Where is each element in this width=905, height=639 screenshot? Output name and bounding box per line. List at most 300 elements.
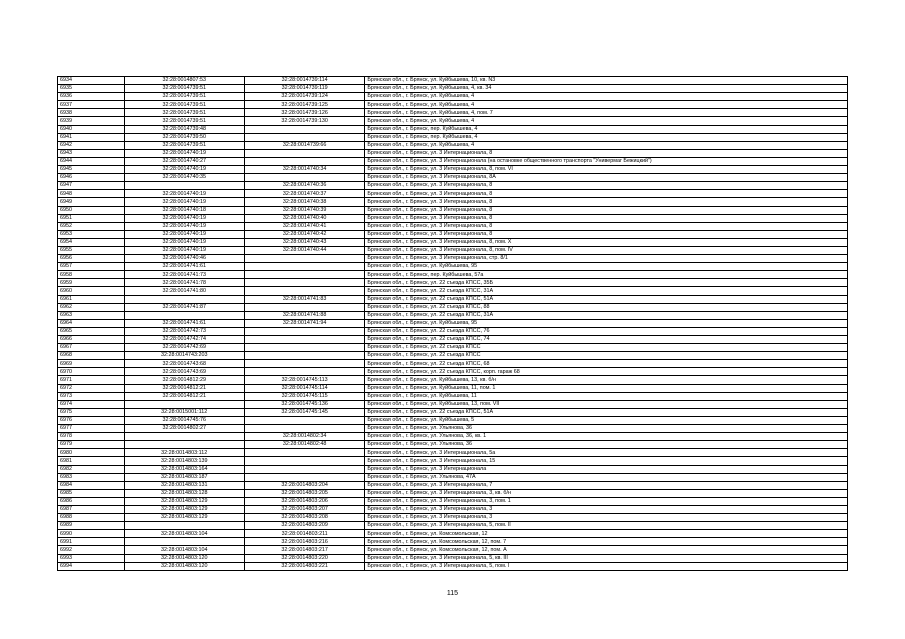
table-row	[58, 505, 848, 513]
row-number-cell: 6938	[58, 109, 125, 117]
land-plot-number-cell: 32:28:0014740:19	[124, 190, 244, 198]
land-plot-number-cell: 32:28:0014740:35	[124, 174, 244, 182]
land-plot-number-cell	[124, 538, 244, 546]
address-cell: Брянская обл., г. Брянск, ул. 3 Интернационала, 8	[365, 190, 848, 198]
row-number-cell: 6977	[58, 425, 125, 433]
land-plot-number-cell: 32:28:0014742:73	[124, 327, 244, 335]
table-row	[58, 101, 848, 109]
building-number-cell	[244, 279, 364, 287]
row-number-cell: 6937	[58, 101, 125, 109]
table-row	[58, 149, 848, 157]
address-cell: Брянская обл., г. Брянск, ул. 3 Интернационала (на остановке общественного транспорта "Универмаг Бежицкий")	[365, 157, 848, 165]
table-row	[58, 141, 848, 149]
table-row	[58, 263, 848, 271]
address-cell: Брянская обл., г. Брянск, ул. Куйбышева, 95	[365, 263, 848, 271]
row-number-cell: 6959	[58, 279, 125, 287]
table-row	[58, 416, 848, 424]
address-cell: Брянская обл., г. Брянск, ул. 3 Интернационала, 7	[365, 481, 848, 489]
table-row	[58, 449, 848, 457]
address-cell: Брянская обл., г. Брянск, ул. 3 Интернационала, стр. 8/1	[365, 255, 848, 263]
table-row	[58, 182, 848, 190]
table-row	[58, 481, 848, 489]
address-cell: Брянская обл., г. Брянск, ул. 22 съезда КПСС, 88	[365, 303, 848, 311]
land-plot-number-cell: 32:28:0014803:139	[124, 457, 244, 465]
table-row	[58, 311, 848, 319]
row-number-cell: 6939	[58, 117, 125, 125]
table-row	[58, 246, 848, 254]
building-number-cell	[244, 125, 364, 133]
table-row	[58, 230, 848, 238]
row-number-cell: 6949	[58, 198, 125, 206]
address-cell: Брянская обл., г. Брянск, ул. Куйбышева, 11	[365, 392, 848, 400]
table-row	[58, 174, 848, 182]
building-number-cell: 32:28:0014740:36	[244, 182, 364, 190]
building-number-cell: 32:28:0014740:42	[244, 230, 364, 238]
address-cell: Брянская обл., г. Брянск, пер. Куйбышева, 57а	[365, 271, 848, 279]
land-plot-number-cell: 32:28:0014739:51	[124, 141, 244, 149]
address-cell: Брянская обл., г. Брянск, ул. 3 Интернационала, 8	[365, 222, 848, 230]
address-cell: Брянская обл., г. Брянск, ул. 3 Интернационала, 8, пом. X	[365, 238, 848, 246]
address-cell: Брянская обл., г. Брянск, ул. Ульянова, 36, кв. 1	[365, 433, 848, 441]
land-plot-number-cell: 32:28:0014741:73	[124, 271, 244, 279]
row-number-cell: 6940	[58, 125, 125, 133]
address-cell: Брянская обл., г. Брянск, ул. Куйбышева, 4	[365, 93, 848, 101]
building-number-cell	[244, 255, 364, 263]
row-number-cell: 6980	[58, 449, 125, 457]
row-number-cell: 6950	[58, 206, 125, 214]
row-number-cell: 6945	[58, 166, 125, 174]
building-number-cell	[244, 327, 364, 335]
land-plot-number-cell	[124, 311, 244, 319]
table-row	[58, 206, 848, 214]
building-number-cell: 32:28:0014803:217	[244, 546, 364, 554]
land-plot-number-cell: 32:28:0014739:51	[124, 101, 244, 109]
row-number-cell: 6966	[58, 336, 125, 344]
address-cell: Брянская обл., г. Брянск, ул. Комсомольская, 12	[365, 530, 848, 538]
address-cell: Брянская обл., г. Брянск, ул. Ульянова, 36	[365, 425, 848, 433]
land-plot-number-cell: 32:28:0014741:78	[124, 279, 244, 287]
row-number-cell: 6987	[58, 505, 125, 513]
row-number-cell: 6958	[58, 271, 125, 279]
address-cell: Брянская обл., г. Брянск, ул. 22 съезда КПСС, 35Б	[365, 279, 848, 287]
address-cell: Брянская обл., г. Брянск, ул. 3 Интернационала, 5а	[365, 449, 848, 457]
row-number-cell: 6946	[58, 174, 125, 182]
land-plot-number-cell: 32:28:0014739:51	[124, 93, 244, 101]
table-row	[58, 117, 848, 125]
address-cell: Брянская обл., г. Брянск, пер. Куйбышева, 4	[365, 125, 848, 133]
building-number-cell	[244, 352, 364, 360]
address-cell: Брянская обл., г. Брянск, ул. 3 Интернационала, 8	[365, 198, 848, 206]
address-cell: Брянская обл., г. Брянск, ул. 3 Интернационала, 8, пом. VI	[365, 166, 848, 174]
land-plot-number-cell	[124, 182, 244, 190]
row-number-cell: 6947	[58, 182, 125, 190]
address-cell: Брянская обл., г. Брянск, ул. Куйбышева, 4, пом. 7	[365, 109, 848, 117]
building-number-cell: 32:28:0014803:205	[244, 489, 364, 497]
building-number-cell	[244, 174, 364, 182]
building-number-cell: 32:28:0014740:34	[244, 166, 364, 174]
building-number-cell: 32:28:0014803:208	[244, 514, 364, 522]
building-number-cell: 32:28:0014740:40	[244, 214, 364, 222]
land-plot-number-cell: 32:28:0014812:21	[124, 384, 244, 392]
table-row	[58, 222, 848, 230]
address-cell: Брянская обл., г. Брянск, ул. 3 Интернационала, 15	[365, 457, 848, 465]
land-plot-number-cell: 32:28:0015001:112	[124, 408, 244, 416]
address-cell: Брянская обл., г. Брянск, ул. 22 съезда КПСС, 74	[365, 336, 848, 344]
building-number-cell: 32:28:0014740:44	[244, 246, 364, 254]
table-row	[58, 562, 848, 570]
building-number-cell	[244, 157, 364, 165]
table-row	[58, 465, 848, 473]
address-cell: Брянская обл., г. Брянск, ул. Ульянова, 36	[365, 441, 848, 449]
table-row	[58, 295, 848, 303]
table-row	[58, 368, 848, 376]
row-number-cell: 6935	[58, 85, 125, 93]
building-number-cell	[244, 416, 364, 424]
address-cell: Брянская обл., г. Брянск, ул. Куйбышева, 4, кв. 34	[365, 85, 848, 93]
address-cell: Брянская обл., г. Брянск, ул. Куйбышева, 10, кв. N3	[365, 77, 848, 85]
land-plot-number-cell: 32:28:0014741:87	[124, 303, 244, 311]
address-cell: Брянская обл., г. Брянск, ул. Комсомольская, 12, пом. 7	[365, 538, 848, 546]
land-plot-number-cell: 32:28:0014803:104	[124, 546, 244, 554]
table-row	[58, 190, 848, 198]
table-row	[58, 489, 848, 497]
row-number-cell: 6934	[58, 77, 125, 85]
land-plot-number-cell: 32:28:0014741:80	[124, 287, 244, 295]
row-number-cell: 6956	[58, 255, 125, 263]
address-cell: Брянская обл., г. Брянск, ул. 22 съезда КПСС	[365, 344, 848, 352]
address-cell: Брянская обл., г. Брянск, ул. 3 Интернационала, 3, кв. б/н	[365, 489, 848, 497]
address-cell: Брянская обл., г. Брянск, ул. 3 Интернационала, 8	[365, 149, 848, 157]
land-plot-number-cell: 32:28:0014743:69	[124, 368, 244, 376]
row-number-cell: 6960	[58, 287, 125, 295]
table-row	[58, 530, 848, 538]
building-number-cell	[244, 344, 364, 352]
building-number-cell: 32:28:0014803:221	[244, 562, 364, 570]
row-number-cell: 6988	[58, 514, 125, 522]
land-plot-number-cell: 32:28:0014803:104	[124, 530, 244, 538]
land-plot-number-cell: 32:28:0014741:61	[124, 319, 244, 327]
building-number-cell: 32:28:0014741:83	[244, 295, 364, 303]
table-row	[58, 93, 848, 101]
building-number-cell: 32:28:0014740:37	[244, 190, 364, 198]
address-cell: Брянская обл., г. Брянск, ул. 3 Интернационала	[365, 465, 848, 473]
land-plot-number-cell: 32:28:0014741:61	[124, 263, 244, 271]
row-number-cell: 6983	[58, 473, 125, 481]
row-number-cell: 6974	[58, 400, 125, 408]
table-row	[58, 352, 848, 360]
table-row	[58, 109, 848, 117]
row-number-cell: 6972	[58, 384, 125, 392]
building-number-cell: 32:28:0014740:38	[244, 198, 364, 206]
land-plot-number-cell: 32:28:0014803:187	[124, 473, 244, 481]
building-number-cell: 32:28:0014803:204	[244, 481, 364, 489]
row-number-cell: 6964	[58, 319, 125, 327]
row-number-cell: 6990	[58, 530, 125, 538]
address-cell: Брянская обл., г. Брянск, ул. Ульянова, 47А	[365, 473, 848, 481]
address-cell: Брянская обл., г. Брянск, ул. 3 Интернационала, 5, пом. II	[365, 522, 848, 530]
row-number-cell: 6982	[58, 465, 125, 473]
address-cell: Брянская обл., г. Брянск, ул. 22 съезда КПСС, 31А	[365, 311, 848, 319]
building-number-cell: 32:28:0014803:209	[244, 522, 364, 530]
building-number-cell: 32:28:0014739:125	[244, 101, 364, 109]
address-cell: Брянская обл., г. Брянск, ул. 22 съезда КПСС	[365, 352, 848, 360]
row-number-cell: 6944	[58, 157, 125, 165]
building-number-cell	[244, 271, 364, 279]
row-number-cell: 6991	[58, 538, 125, 546]
table-row	[58, 400, 848, 408]
land-plot-number-cell: 32:28:0014812:29	[124, 376, 244, 384]
building-number-cell: 32:28:0014745:115	[244, 392, 364, 400]
land-plot-number-cell: 32:28:0014740:46	[124, 255, 244, 263]
row-number-cell: 6968	[58, 352, 125, 360]
table-row	[58, 157, 848, 165]
table-row	[58, 522, 848, 530]
row-number-cell: 6951	[58, 214, 125, 222]
building-number-cell: 32:28:0014803:206	[244, 497, 364, 505]
table-row	[58, 376, 848, 384]
land-plot-number-cell: 32:28:0014739:51	[124, 109, 244, 117]
table-body	[58, 77, 848, 571]
row-number-cell: 6984	[58, 481, 125, 489]
building-number-cell	[244, 368, 364, 376]
address-cell: Брянская обл., г. Брянск, ул. 3 Интернационала, 5, пом. I	[365, 562, 848, 570]
cadastral-register-table	[57, 76, 848, 571]
land-plot-number-cell: 32:28:0014740:19	[124, 149, 244, 157]
building-number-cell: 32:28:0014739:126	[244, 109, 364, 117]
building-number-cell	[244, 473, 364, 481]
building-number-cell	[244, 465, 364, 473]
row-number-cell: 6978	[58, 433, 125, 441]
table-row	[58, 166, 848, 174]
row-number-cell: 6975	[58, 408, 125, 416]
row-number-cell: 6976	[58, 416, 125, 424]
address-cell: Брянская обл., г. Брянск, ул. Куйбышева, 4	[365, 117, 848, 125]
land-plot-number-cell: 32:28:0014803:129	[124, 514, 244, 522]
table-row	[58, 198, 848, 206]
land-plot-number-cell: 32:28:0014740:19	[124, 214, 244, 222]
row-number-cell: 6993	[58, 554, 125, 562]
address-cell: Брянская обл., г. Брянск, ул. Куйбышева, 13, пом. VII	[365, 400, 848, 408]
row-number-cell: 6985	[58, 489, 125, 497]
row-number-cell: 6961	[58, 295, 125, 303]
row-number-cell: 6981	[58, 457, 125, 465]
land-plot-number-cell: 32:28:0014740:19	[124, 246, 244, 254]
address-cell: Брянская обл., г. Брянск, ул. Куйбышева, 4	[365, 101, 848, 109]
table-row	[58, 125, 848, 133]
row-number-cell: 6962	[58, 303, 125, 311]
building-number-cell: 32:28:0014741:94	[244, 319, 364, 327]
row-number-cell: 6967	[58, 344, 125, 352]
land-plot-number-cell: 32:28:0014740:19	[124, 198, 244, 206]
table-row	[58, 303, 848, 311]
building-number-cell	[244, 149, 364, 157]
address-cell: Брянская обл., г. Брянск, ул. 22 съезда КПСС, 51А	[365, 408, 848, 416]
building-number-cell: 32:28:0014745:113	[244, 376, 364, 384]
building-number-cell: 32:28:0014739:119	[244, 85, 364, 93]
address-cell: Брянская обл., г. Брянск, ул. Комсомольская, 12, пом. А	[365, 546, 848, 554]
row-number-cell: 6943	[58, 149, 125, 157]
land-plot-number-cell: 32:28:0014740:19	[124, 230, 244, 238]
row-number-cell: 6955	[58, 246, 125, 254]
building-number-cell	[244, 133, 364, 141]
row-number-cell: 6948	[58, 190, 125, 198]
land-plot-number-cell: 32:28:0014803:129	[124, 505, 244, 513]
address-cell: Брянская обл., г. Брянск, ул. 3 Интернационала, 8	[365, 182, 848, 190]
table-row	[58, 77, 848, 85]
land-plot-number-cell: 32:28:0014803:112	[124, 449, 244, 457]
row-number-cell: 6969	[58, 360, 125, 368]
land-plot-number-cell: 32:28:0014803:120	[124, 554, 244, 562]
land-plot-number-cell: 32:28:0014803:131	[124, 481, 244, 489]
land-plot-number-cell: 32:28:0014740:19	[124, 166, 244, 174]
building-number-cell: 32:28:0014739:66	[244, 141, 364, 149]
building-number-cell: 32:28:0014740:41	[244, 222, 364, 230]
land-plot-number-cell: 32:28:0014740:19	[124, 222, 244, 230]
address-cell: Брянская обл., г. Брянск, ул. Куйбышева, 11, пом. 1	[365, 384, 848, 392]
table-row	[58, 344, 848, 352]
building-number-cell: 32:28:0014803:211	[244, 530, 364, 538]
row-number-cell: 6986	[58, 497, 125, 505]
table-row	[58, 360, 848, 368]
row-number-cell: 6963	[58, 311, 125, 319]
address-cell: Брянская обл., г. Брянск, ул. 3 Интернационала, 8	[365, 230, 848, 238]
row-number-cell: 6953	[58, 230, 125, 238]
address-cell: Брянская обл., г. Брянск, ул. 3 Интернационала, 5, кв. III	[365, 554, 848, 562]
row-number-cell: 6979	[58, 441, 125, 449]
address-cell: Брянская обл., г. Брянск, ул. Куйбышева, 5	[365, 416, 848, 424]
address-cell: Брянская обл., г. Брянск, ул. 3 Интернационала, 3, пом. 1	[365, 497, 848, 505]
address-cell: Брянская обл., г. Брянск, ул. Куйбышева, 4	[365, 141, 848, 149]
address-cell: Брянская обл., г. Брянск, ул. Куйбышева, 13, кв. б/н	[365, 376, 848, 384]
building-number-cell: 32:28:0014739:124	[244, 93, 364, 101]
building-number-cell: 32:28:0014802:34	[244, 433, 364, 441]
address-cell: Брянская обл., г. Брянск, ул. 22 съезда КПСС, 76	[365, 327, 848, 335]
land-plot-number-cell	[124, 522, 244, 530]
land-plot-number-cell	[124, 441, 244, 449]
land-plot-number-cell: 32:28:0014812:21	[124, 392, 244, 400]
row-number-cell: 6994	[58, 562, 125, 570]
address-cell: Брянская обл., г. Брянск, ул. 3 Интернационала, 8, пом. IV	[365, 246, 848, 254]
table-row	[58, 271, 848, 279]
building-number-cell: 32:28:0014802:48	[244, 441, 364, 449]
row-number-cell: 6973	[58, 392, 125, 400]
table-row	[58, 497, 848, 505]
building-number-cell	[244, 287, 364, 295]
land-plot-number-cell	[124, 400, 244, 408]
table-row	[58, 214, 848, 222]
table-row	[58, 408, 848, 416]
building-number-cell: 32:28:0014745:145	[244, 408, 364, 416]
address-cell: Брянская обл., г. Брянск, ул. 3 Интернационала, 8	[365, 214, 848, 222]
address-cell: Брянская обл., г. Брянск, ул. 3 Интернационала, 8А	[365, 174, 848, 182]
land-plot-number-cell	[124, 295, 244, 303]
table-row	[58, 287, 848, 295]
table-row	[58, 336, 848, 344]
address-cell: Брянская обл., г. Брянск, ул. 3 Интернационала, 3	[365, 514, 848, 522]
land-plot-number-cell: 32:28:0014742:74	[124, 336, 244, 344]
land-plot-number-cell: 32:28:0014739:50	[124, 133, 244, 141]
row-number-cell: 6941	[58, 133, 125, 141]
land-plot-number-cell: 32:28:0014743:68	[124, 360, 244, 368]
table-row	[58, 255, 848, 263]
building-number-cell: 32:28:0014739:114	[244, 77, 364, 85]
row-number-cell: 6952	[58, 222, 125, 230]
building-number-cell: 32:28:0014745:136	[244, 400, 364, 408]
land-plot-number-cell: 32:28:0014739:51	[124, 85, 244, 93]
table-row	[58, 85, 848, 93]
table-row	[58, 473, 848, 481]
table-row	[58, 319, 848, 327]
land-plot-number-cell: 32:28:0014803:164	[124, 465, 244, 473]
land-plot-number-cell: 32:28:0014745:76	[124, 416, 244, 424]
building-number-cell: 32:28:0014803:216	[244, 538, 364, 546]
land-plot-number-cell: 32:28:0014739:48	[124, 125, 244, 133]
row-number-cell: 6954	[58, 238, 125, 246]
row-number-cell: 6965	[58, 327, 125, 335]
address-cell: Брянская обл., г. Брянск, ул. 22 съезда КПСС, 51А	[365, 295, 848, 303]
table-row	[58, 538, 848, 546]
table-row	[58, 441, 848, 449]
table-row	[58, 546, 848, 554]
address-cell: Брянская обл., г. Брянск, ул. 22 съезда КПСС, 31А	[365, 287, 848, 295]
land-plot-number-cell: 32:28:0014742:69	[124, 344, 244, 352]
row-number-cell: 6989	[58, 522, 125, 530]
land-plot-number-cell: 32:28:0014740:27	[124, 157, 244, 165]
building-number-cell	[244, 360, 364, 368]
land-plot-number-cell	[124, 433, 244, 441]
table-row	[58, 554, 848, 562]
building-number-cell	[244, 263, 364, 271]
address-cell: Брянская обл., г. Брянск, ул. 3 Интернационала, 3	[365, 505, 848, 513]
table-row	[58, 133, 848, 141]
table-row	[58, 384, 848, 392]
row-number-cell: 6970	[58, 368, 125, 376]
land-plot-number-cell: 32:28:0014740:18	[124, 206, 244, 214]
land-plot-number-cell: 32:28:0014740:19	[124, 238, 244, 246]
table-row	[58, 514, 848, 522]
land-plot-number-cell: 32:28:0014802:27	[124, 425, 244, 433]
page-number: 115	[446, 590, 459, 597]
address-cell: Брянская обл., г. Брянск, ул. 22 съезда КПСС, корп. гараж 68	[365, 368, 848, 376]
row-number-cell: 6936	[58, 93, 125, 101]
building-number-cell: 32:28:0014739:130	[244, 117, 364, 125]
table-row	[58, 392, 848, 400]
land-plot-number-cell: 32:28:0014803:120	[124, 562, 244, 570]
land-plot-number-cell: 32:28:0014807:53	[124, 77, 244, 85]
row-number-cell: 6957	[58, 263, 125, 271]
table-row	[58, 238, 848, 246]
table-row	[58, 457, 848, 465]
building-number-cell	[244, 336, 364, 344]
building-number-cell	[244, 425, 364, 433]
building-number-cell	[244, 303, 364, 311]
row-number-cell: 6971	[58, 376, 125, 384]
row-number-cell: 6942	[58, 141, 125, 149]
table-row	[58, 425, 848, 433]
building-number-cell	[244, 449, 364, 457]
building-number-cell: 32:28:0014740:39	[244, 206, 364, 214]
land-plot-number-cell: 32:28:0014803:129	[124, 497, 244, 505]
land-plot-number-cell: 32:28:0014743:203	[124, 352, 244, 360]
building-number-cell: 32:28:0014740:43	[244, 238, 364, 246]
table-row	[58, 279, 848, 287]
land-plot-number-cell: 32:28:0014739:51	[124, 117, 244, 125]
building-number-cell	[244, 457, 364, 465]
land-plot-number-cell: 32:28:0014803:128	[124, 489, 244, 497]
address-cell: Брянская обл., г. Брянск, ул. 3 Интернационала, 8	[365, 206, 848, 214]
building-number-cell: 32:28:0014745:114	[244, 384, 364, 392]
table-row	[58, 433, 848, 441]
